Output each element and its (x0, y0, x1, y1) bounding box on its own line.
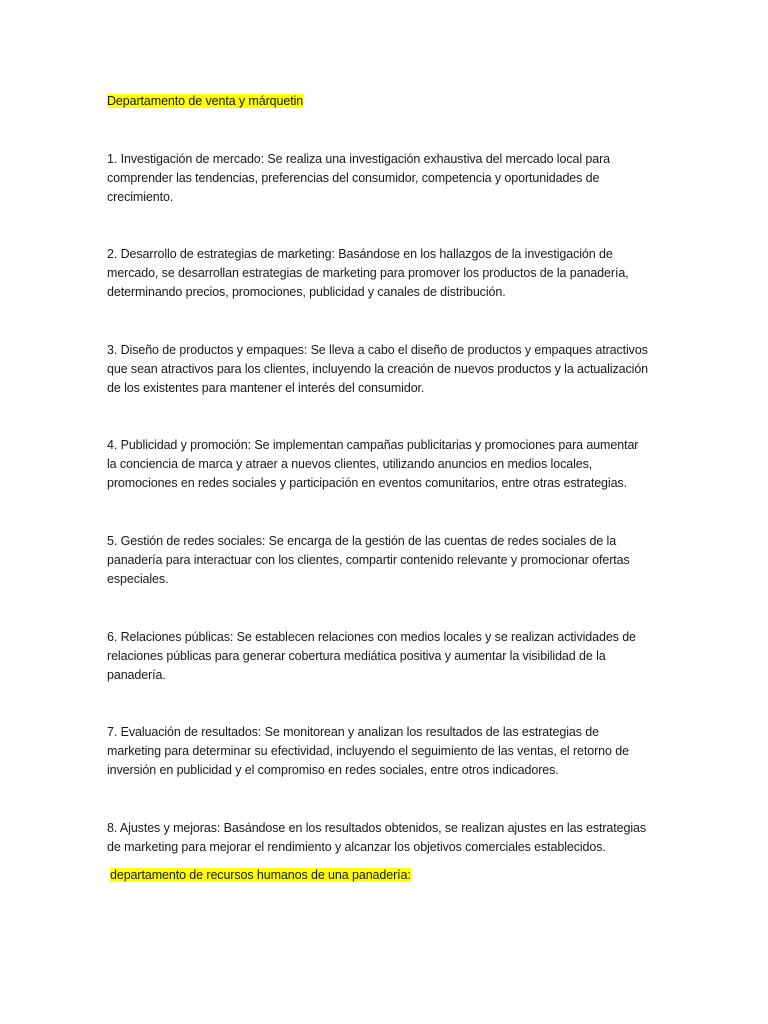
list-item-2-line-1: 2. Desarrollo de estrategias de marketing: Basándose en los hallazgos de la investigación de (107, 247, 613, 261)
list-item-3-line-2: que sean atractivos para los clientes, incluyendo la creación de nuevos productos y la actualización (107, 362, 649, 376)
list-item-3-line-1: 3. Diseño de productos y empaques: Se lleva a cabo el diseño de productos y empaques atractivos (107, 343, 648, 357)
list-item-1-line-3: crecimiento. (107, 190, 174, 204)
list-item-1-line-2: comprender las tendencias, preferencias del consumidor, competencia y oportunidades de (107, 171, 600, 185)
section-heading-sales-marketing (107, 92, 303, 111)
list-item-1-line-1: 1. Investigación de mercado: Se realiza una investigación exhaustiva del mercado local para (107, 152, 611, 166)
list-item-4-line-1: 4. Publicidad y promoción: Se implementan campañas publicitarias y promociones para aumentar (107, 438, 639, 452)
list-item-4-line-2: la conciencia de marca y atraer a nuevos clientes, utilizando anuncios en medios locales, (107, 457, 593, 471)
heading-highlight: departamento de recursos humanos de una panadería: (110, 868, 411, 882)
section-heading-human-resources (110, 866, 411, 885)
list-item-7-line-2: marketing para determinar su efectividad, incluyendo el seguimiento de las ventas, el retorno de (107, 744, 629, 758)
list-item-7-line-1: 7. Evaluación de resultados: Se monitorean y analizan los resultados de las estrategias de (107, 725, 599, 739)
list-item-2-line-2: mercado, se desarrollan estrategias de marketing para promover los productos de la panadería, (107, 266, 629, 280)
list-item-4-line-3: promociones en redes sociales y participación en eventos comunitarios, entre otras estrategias. (107, 476, 627, 490)
list-item-6-line-2: relaciones públicas para generar cobertura mediática positiva y aumentar la visibilidad de la (107, 649, 606, 663)
list-item-5-line-1: 5. Gestión de redes sociales: Se encarga de la gestión de las cuentas de redes sociales de la (107, 534, 617, 548)
list-item-5-line-3: especiales. (107, 572, 169, 586)
list-item-8-line-2: de marketing para mejorar el rendimiento y alcanzar los objetivos comerciales establecidos. (107, 840, 606, 854)
list-item-6-line-1: 6. Relaciones públicas: Se establecen relaciones con medios locales y se realizan actividades de (107, 630, 636, 644)
list-item-6-line-3: panadería. (107, 668, 166, 682)
list-item-5-line-2: panadería para interactuar con los clientes, compartir contenido relevante y promocionar ofertas (107, 553, 630, 567)
list-item-8-line-1: 8. Ajustes y mejoras: Basándose en los resultados obtenidos, se realizan ajustes en las estrategias (107, 821, 647, 835)
heading-highlight: Departamento de venta y márquetin (107, 94, 304, 108)
list-item-7-line-3: inversión en publicidad y el compromiso en redes sociales, entre otros indicadores. (107, 763, 559, 777)
list-item-2-line-3: determinando precios, promociones, publicidad y canales de distribución. (107, 285, 506, 299)
list-item-3-line-3: de los existentes para mantener el interés del consumidor. (107, 381, 425, 395)
